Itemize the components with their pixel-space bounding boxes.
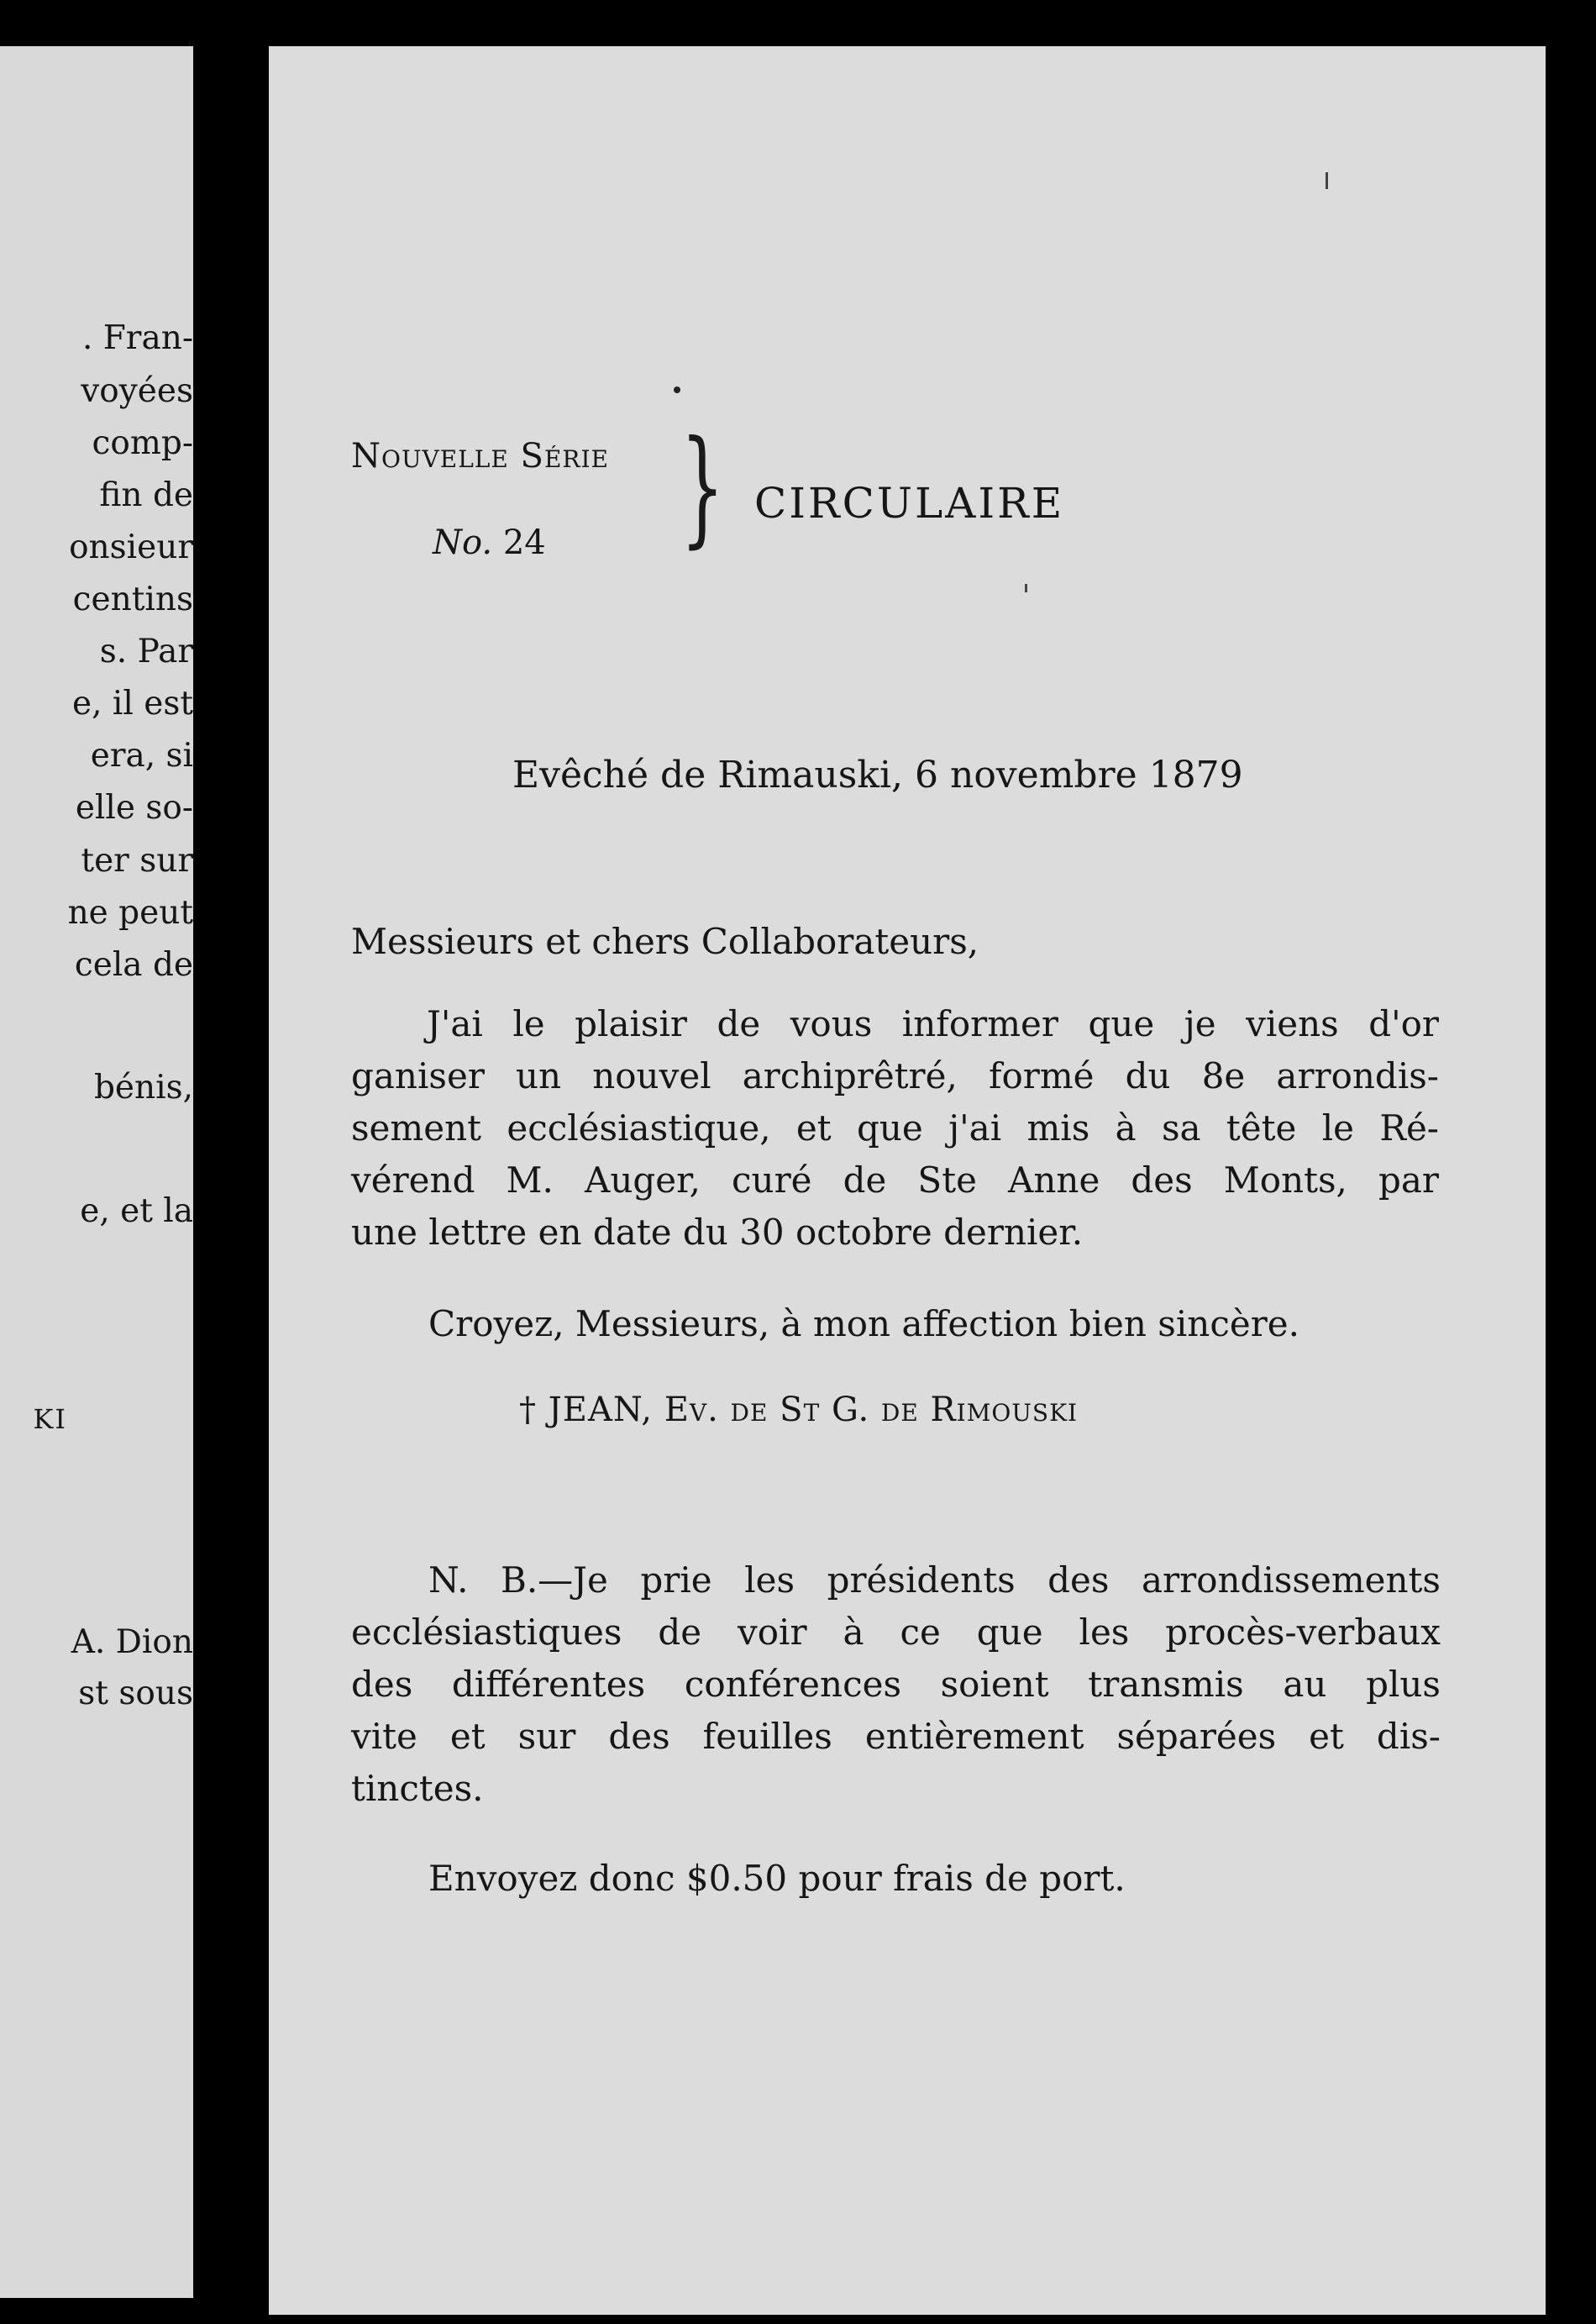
ink-speck [1025, 584, 1027, 592]
paragraph-line: vérend M. Auger, curé de Ste Anne des Monts, par [351, 1159, 1439, 1201]
number-label: No. [433, 523, 493, 562]
left-page-line: elle so- [75, 789, 193, 827]
left-page-line: comp- [92, 424, 193, 462]
issue-number: 24 [502, 523, 546, 562]
paragraph-line: sement ecclésiastique, et que j'ai mis à sa tête le Ré- [351, 1107, 1439, 1149]
left-page-line: voyées [81, 372, 193, 410]
left-page-line: bénis, [93, 1069, 193, 1107]
left-page-line: KI [33, 1403, 67, 1435]
salutation: Messieurs et chers Collaborateurs, [351, 921, 979, 962]
nb-line: ecclésiastiques de voir à ce que les procès-verbaux [351, 1612, 1441, 1653]
ink-speck [674, 386, 680, 393]
left-page-line: ter sur [81, 842, 193, 880]
left-page-line: cela de [74, 946, 193, 984]
series-label: Nouvelle Série [351, 437, 609, 476]
left-page-line: e, et la [80, 1192, 193, 1230]
ink-speck [1326, 172, 1328, 189]
paragraph-line: une lettre en date du 30 octobre dernier. [351, 1212, 1084, 1253]
nb-line: N. B.—Je prie les présidents des arrondissements [428, 1559, 1441, 1601]
left-page-line: A. Dion [71, 1623, 193, 1661]
issue-number-line [433, 523, 546, 562]
paragraph-line: J'ai le plaisir de vous informer que je viens d'or [427, 1003, 1439, 1044]
signature: † JEAN, Ev. de St G. de Rimouski [519, 1391, 1079, 1429]
curly-brace: } [680, 414, 725, 560]
left-page-line: e, il est [72, 685, 193, 723]
left-page-line: era, si [90, 737, 193, 775]
postscript: Envoyez donc $0.50 pour frais de port. [428, 1858, 1126, 1899]
document-title: CIRCULAIRE [754, 479, 1065, 528]
left-page-line: . Fran- [81, 319, 193, 357]
left-page-line: st sous [78, 1675, 193, 1712]
nb-line: vite et sur des feuilles entièrement séparées et dis- [351, 1716, 1441, 1757]
left-page-line: onsieur [69, 528, 193, 566]
left-page-line: centins [72, 581, 193, 618]
paragraph-line: ganiser un nouvel archiprêtré, formé du 8e arrondis- [351, 1055, 1439, 1096]
left-page-line: s. Par [99, 633, 193, 670]
left-facing-page [0, 46, 193, 2298]
closing-line: Croyez, Messieurs, à mon affection bien sincère. [428, 1303, 1299, 1344]
left-page-line: ne peut [67, 894, 193, 932]
circular-page [269, 46, 1546, 2315]
dateline: Evêché de Rimauski, 6 novembre 1879 [512, 754, 1243, 797]
nb-line: tinctes. [351, 1768, 484, 1809]
left-page-line: fin de [99, 476, 193, 514]
nb-line: des différentes conférences soient transmis au plus [351, 1664, 1441, 1705]
book-spine-gap [193, 0, 269, 2324]
